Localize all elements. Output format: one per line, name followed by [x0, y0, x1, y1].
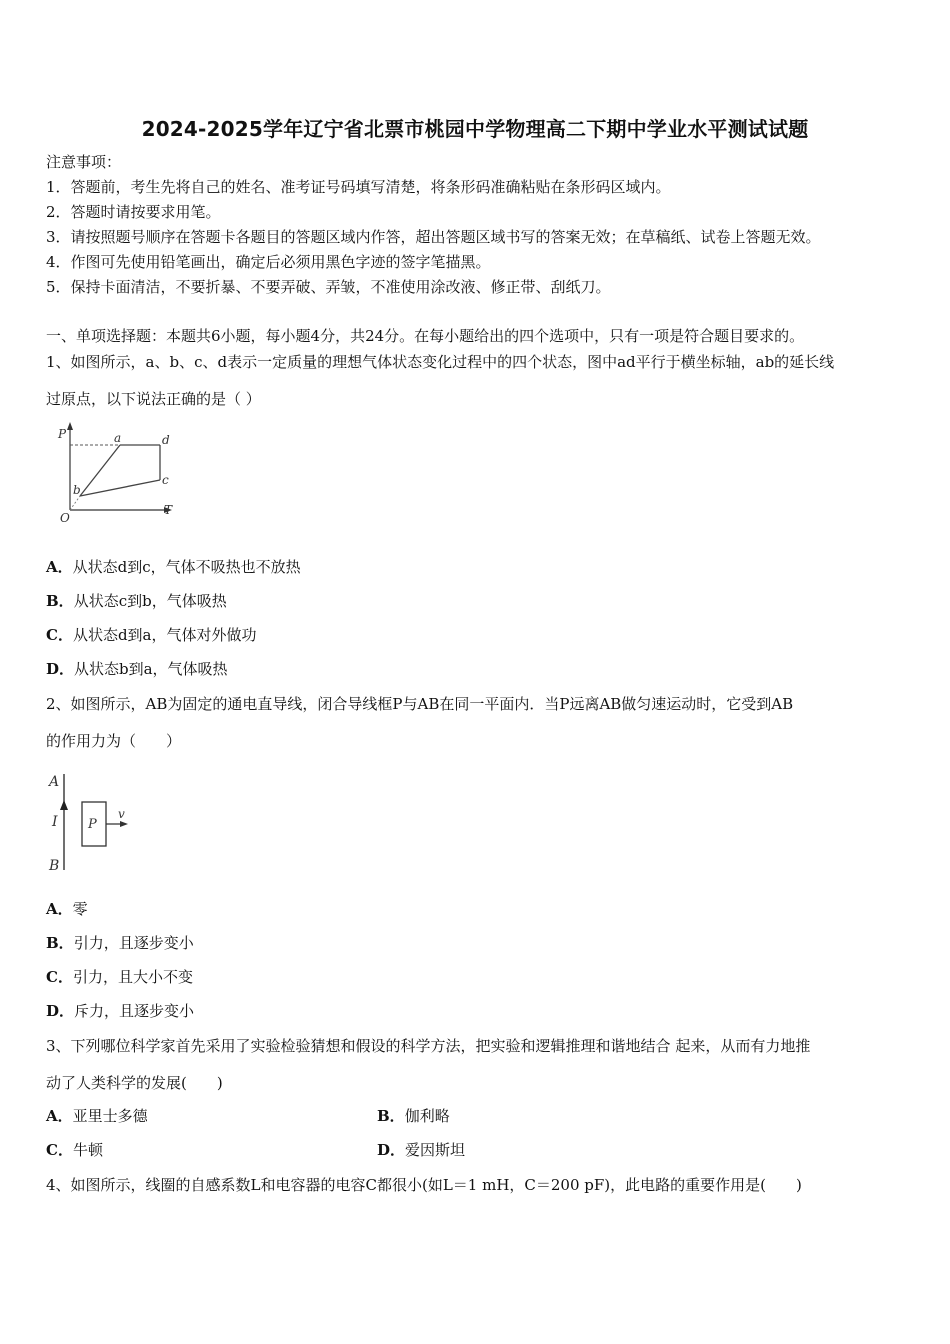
wire-label-a: A: [49, 774, 60, 790]
q3-option-b[interactable]: B．伽利略: [377, 1107, 450, 1125]
notice-item: 3．请按照题号顺序在答题卡各题目的答题区域内作答，超出答题区域书写的答案无效；在草稿纸、试卷上答题无效。: [46, 228, 821, 246]
notice-item: 5．保持卡面清洁，不要折暴、不要弄破、弄皱，不准使用涂改液、修正带、刮纸刀。: [46, 278, 611, 296]
q3-option-c[interactable]: C．牛顿: [46, 1141, 103, 1159]
page-title: 2024-2025学年辽宁省北票市桃园中学物理高二下期中学业水平测试试题: [141, 117, 809, 141]
q1-stem-line2: 过原点，以下说法正确的是（ ）: [46, 390, 261, 408]
q3-stem-line2: 动了人类科学的发展( ): [46, 1074, 223, 1092]
q2-option-d[interactable]: D．斥力，且逐步变小: [46, 1002, 195, 1020]
axis-label-p: P: [58, 427, 67, 441]
q4-stem-line1: 4、如图所示，线圈的自感系数L和电容器的电容C都很小(如L＝1 mH，C＝200 pF)，此电路的重要作用是( ): [46, 1176, 802, 1194]
q2-wire-frame-figure: [46, 770, 146, 880]
axis-label-t: T: [164, 503, 173, 517]
velocity-arrow: [120, 821, 128, 827]
q2-option-c[interactable]: C．引力，且大小不变: [46, 968, 193, 986]
point-label-b: b: [73, 483, 81, 497]
q3-stem-line1: 3、下列哪位科学家首先采用了实验检验猜想和假设的科学方法，把实验和逻辑推理和谐地结合 起来，从而有力地推: [46, 1037, 811, 1055]
q1-option-c[interactable]: C．从状态d到a，气体对外做功: [46, 626, 257, 644]
q2-option-b[interactable]: B．引力，且逐步变小: [46, 934, 194, 952]
notice-heading: 注意事项：: [46, 153, 122, 171]
point-label-c: c: [162, 473, 169, 487]
frame-label: P: [88, 817, 97, 832]
point-label-a: a: [114, 431, 122, 445]
q1-option-d[interactable]: D．从状态b到a，气体吸热: [46, 660, 228, 678]
wire-label-b: B: [49, 858, 60, 874]
ab-extension: [70, 496, 80, 510]
q3-option-d[interactable]: D．爱因斯坦: [377, 1141, 466, 1159]
point-label-d: d: [162, 433, 170, 447]
y-axis-arrow: [67, 422, 73, 430]
line-cb: [80, 480, 160, 496]
q2-stem-line1: 2、如图所示，AB为固定的通电直导线，闭合导线框P与AB在同一平面内．当P远离AB做匀速运动时，它受到AB: [46, 695, 794, 713]
q2-stem-line2: 的作用力为（ ）: [46, 732, 182, 750]
line-ba: [80, 445, 120, 496]
current-label: I: [52, 814, 58, 830]
velocity-label: v: [118, 807, 125, 821]
q2-option-a[interactable]: A．零: [46, 900, 88, 918]
q1-option-b[interactable]: B．从状态c到b，气体吸热: [46, 592, 227, 610]
section-heading: 一、单项选择题：本题共6小题，每小题4分，共24分。在每小题给出的四个选项中，只有一项是符合题目要求的。: [46, 327, 805, 345]
q3-option-a[interactable]: A．亚里士多德: [46, 1107, 148, 1125]
q1-option-a[interactable]: A．从状态d到c，气体不吸热也不放热: [46, 558, 301, 576]
q1-stem-line1: 1、如图所示，a、b、c、d表示一定质量的理想气体状态变化过程中的四个状态，图中ad平行于横坐标轴，ab的延长线: [46, 353, 835, 371]
origin-label: O: [60, 511, 70, 525]
notice-item: 1．答题前，考生先将自己的姓名、准考证号码填写清楚，将条形码准确粘贴在条形码区域内。: [46, 178, 671, 196]
current-arrow: [60, 800, 68, 810]
notice-item: 2．答题时请按要求用笔。: [46, 203, 221, 221]
q1-pt-graph: [48, 418, 188, 530]
notice-item: 4．作图可先使用铅笔画出，确定后必须用黑色字迹的签字笔描黑。: [46, 253, 491, 271]
